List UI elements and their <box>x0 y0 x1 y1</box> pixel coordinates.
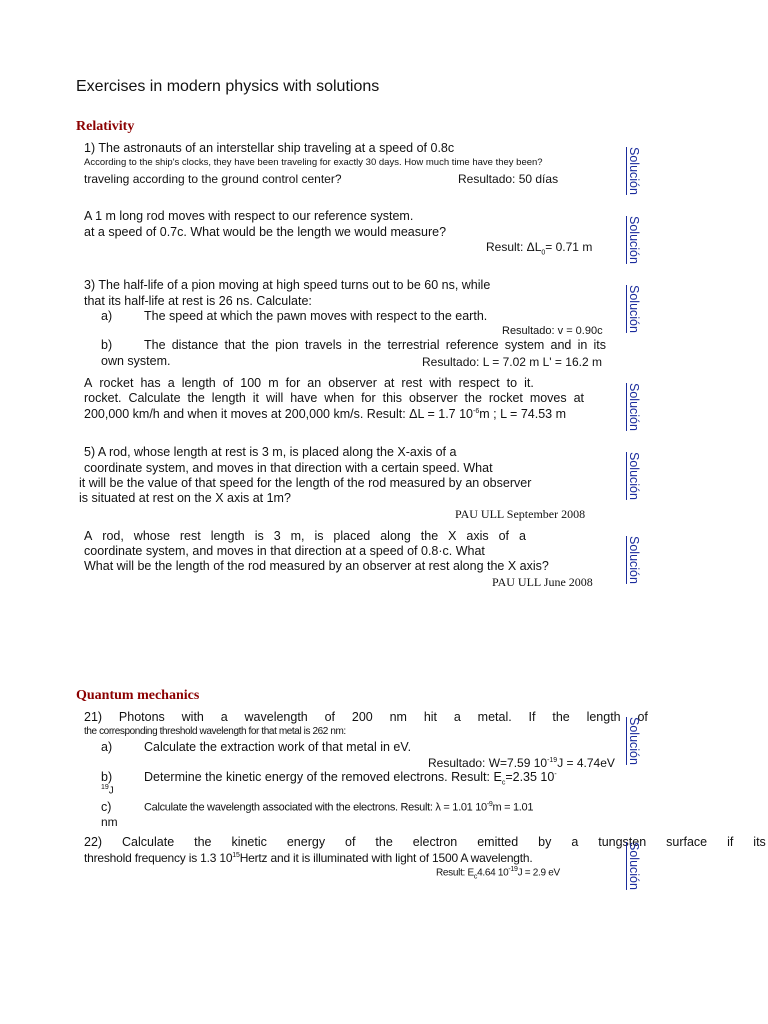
exercise-4-solution-link[interactable]: Solución <box>627 383 641 431</box>
exercise-5-line-1: 5) A rod, whose length at rest is 3 m, is placed along the X-axis of a <box>84 445 457 459</box>
exercise-3-part-a-result: Resultado: v = 0.90c <box>502 325 603 337</box>
exercise-3-part-b-line-1: The distance that the pion travels in the terrestrial reference system and in its <box>144 338 606 352</box>
exercise-21-part-a-label: a) <box>101 740 113 754</box>
exercise-5-line-4: is situated at rest on the X axis at 1m? <box>79 491 291 505</box>
exercise-21-line-2: the corresponding threshold wavelength for that metal is 262 nm: <box>84 726 346 737</box>
exercise-21-part-a-text: Calculate the extraction work of that metal in eV. <box>144 740 412 754</box>
exercise-21-part-b-wrap: $^{19}$J <box>101 784 114 797</box>
exercise-4-line-2: rocket. Calculate the length it will have when for this observer the rocket moves at <box>84 391 584 405</box>
section-heading-relativity: Relativity <box>76 119 135 134</box>
exercise-4-line-3: 200,000 km/h and when it moves at 200,000 km/s. Result: ΔL = 1.7 $10^{-6}m$ ; L = 74.53 m <box>84 407 566 421</box>
exercise-6-line-2: coordinate system, and moves in that direction at a speed of 0.8·c. What <box>84 544 485 558</box>
exercise-21-line-1: 21) Photons with a wavelength of 200 nm hit a metal. If the length of <box>84 710 648 724</box>
exercise-21-part-a-result: Resultado: W=7.59 $10^{-19}J = 4.74eV$ <box>428 756 615 770</box>
exercise-1-line-2: According to the ship's clocks, they have been traveling for exactly 30 days. How much time have they been? <box>84 157 543 168</box>
exercise-3-line-1: 3) The half-life of a pion moving at high speed turns out to be 60 ns, while <box>84 278 491 292</box>
exercise-2-result: Result: $\Delta L_0= 0.71$ m <box>486 240 593 257</box>
exercise-6-solution-link[interactable]: Solución <box>627 536 641 584</box>
exercise-4-line-1: A rocket has a length of 100 m for an observer at rest with respect to it. <box>84 376 534 390</box>
exercise-22-result: Result: $E_c4.64$ $10^{-19}J = 2.9$ eV <box>436 866 560 881</box>
exercise-22-line-2: threshold frequency is 1.3 $10^{15}Hertz$ and it is illuminated with light of 1500 A wavelength. <box>84 851 533 865</box>
exercise-5-line-3: it will be the value of that speed for the length of the rod measured by an observer <box>79 476 532 490</box>
exercise-3-part-b-result: Resultado: L = 7.02 m L' = 16.2 m <box>422 355 602 369</box>
exercise-21-solution-link[interactable]: Solución <box>627 717 641 765</box>
exercise-5-line-2: coordinate system, and moves in that direction with a certain speed. What <box>84 461 493 475</box>
exercise-3-part-b-label: b) <box>101 338 113 352</box>
exercise-21-part-c-label: c) <box>101 800 112 814</box>
exercise-21-part-c-text: Calculate the wavelength associated with the electrons. Result: λ = 1.01 $10^{-9}m = 1.01$ <box>144 801 534 814</box>
exercise-6-line-3: What will be the length of the rod measured by an observer at rest along the X axis? <box>84 559 549 573</box>
exercise-22-line-1: 22) Calculate the kinetic energy of the electron emitted by a tungsten surface if its <box>84 835 766 849</box>
section-heading-quantum-mechanics: Quantum mechanics <box>76 688 200 703</box>
exercise-22-solution-link[interactable]: Solución <box>627 842 641 890</box>
exercise-3-line-2: that its half-life at rest is 26 ns. Calculate: <box>84 294 312 308</box>
exercise-3-solution-link[interactable]: Solución <box>627 285 641 333</box>
exercise-2-line-1: A 1 m long rod moves with respect to our reference system. <box>84 209 414 223</box>
exercise-1-line-1: 1) The astronauts of an interstellar ship traveling at a speed of 0.8c <box>84 141 455 155</box>
exercise-6-source: PAU ULL June 2008 <box>492 575 593 589</box>
exercise-5-solution-link[interactable]: Solución <box>627 452 641 500</box>
exercise-6-line-1: A rod, whose rest length is 3 m, is placed along the X axis of a <box>84 529 526 543</box>
exercise-21-part-b-text: Determine the kinetic energy of the removed electrons. Result: $E_c=2.35$ 10- <box>144 770 557 787</box>
exercise-2-solution-link[interactable]: Solución <box>627 216 641 264</box>
exercise-21-part-b-label: b) <box>101 770 113 784</box>
exercise-5-source: PAU ULL September 2008 <box>455 507 586 521</box>
exercise-1-result: Resultado: 50 días <box>458 172 559 186</box>
exercise-3-part-a-text: The speed at which the pawn moves with respect to the earth. <box>144 309 488 323</box>
exercise-1-solution-link[interactable]: Solución <box>627 147 641 195</box>
exercise-2-line-2: at a speed of 0.7c. What would be the length we would measure? <box>84 225 447 239</box>
exercise-21-part-c-wrap: nm <box>101 815 118 829</box>
page-title: Exercises in modern physics with solutions <box>76 78 380 95</box>
exercise-1-line-3: traveling according to the ground control center? <box>84 172 342 186</box>
exercise-3-part-b-line-2: own system. <box>101 354 171 368</box>
exercise-3-part-a-label: a) <box>101 309 113 323</box>
